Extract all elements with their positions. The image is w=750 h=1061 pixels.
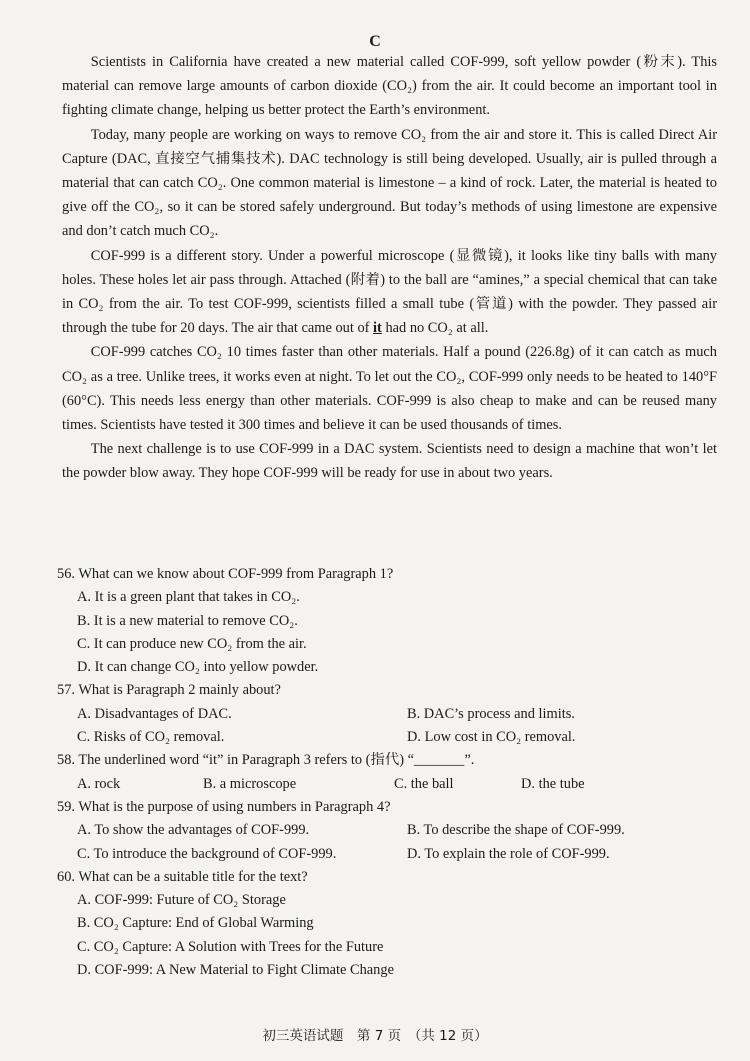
option-c: C. It can produce new CO₂ from the air.	[77, 635, 307, 652]
page-footer: 初三英语试题 第 7 页 （共 12 页）	[262, 1028, 488, 1044]
question-stem: 60. What can be a suitable title for the text?	[57, 868, 308, 885]
option-a: A. rock	[77, 775, 121, 792]
option-a: A. To show the advantages of COF-999.	[77, 822, 310, 839]
question-59	[57, 796, 727, 866]
option-b: B. DAC’s process and limits.	[407, 705, 575, 722]
option-c: C. Risks of CO₂ removal.	[77, 729, 225, 746]
option-b: B. CO₂ Capture: End of Global Warming	[77, 915, 314, 932]
option-c: C. the ball	[394, 775, 454, 792]
question-list	[57, 563, 727, 982]
paragraph-5: The next challenge is to use COF-999 in a DAC system. Scientists need to design a machine that won’t let the powder blow away. They hope COF-999 will be ready for use in about two years.	[62, 441, 717, 482]
question-stem: 58. The underlined word “it” in Paragraph 3 refers to (指代) “_______”.	[57, 752, 475, 769]
option-a: A. Disadvantages of DAC.	[77, 705, 232, 722]
question-60	[57, 866, 727, 982]
option-d: D. It can change CO₂ into yellow powder.	[77, 659, 319, 676]
question-57	[57, 679, 727, 749]
question-58	[57, 749, 727, 796]
option-d: D. Low cost in CO₂ removal.	[407, 729, 576, 746]
option-c: C. To introduce the background of COF-999.	[77, 845, 337, 862]
question-stem: 59. What is the purpose of using numbers in Paragraph 4?	[57, 798, 391, 815]
paragraph-1: Scientists in California have created a new material called COF-999, soft yellow powder (粉末). This material can remove large amounts of carbon dioxide (CO₂) from the air. It could become an important tool in fighting climate change, helping us better protect the Earth’s environment.	[62, 54, 717, 119]
paragraph-3-text-start: COF-999 is a different story. Under a powerful microscope (显微镜), it looks like tiny balls with many holes. These holes let air pass through. Attached (附着) to the ball are “amines,” a special chemical that can take in CO₂ from the air. To test COF-999, scientists filled a small tube (管道) with the powder. They passed air through the tube for 20 days. The air that came out of	[62, 247, 717, 337]
reading-passage	[62, 50, 717, 486]
underlined-word: it	[373, 320, 382, 337]
section-heading: C	[369, 33, 381, 50]
paragraph-3	[62, 244, 717, 341]
question-stem: 56. What can we know about COF-999 from Paragraph 1?	[57, 566, 394, 582]
option-d: D. the tube	[521, 775, 585, 792]
option-a: A. COF-999: Future of CO₂ Storage	[77, 892, 286, 909]
paragraph-4: COF-999 catches CO₂ 10 times faster than other materials. Half a pound (226.8g) of it can catch as much CO₂ as a tree. Unlike trees, it works even at night. To let out the CO₂, COF-999 only needs to be heated to 140°F (60°C). This needs less energy than other materials. COF-999 is also cheap to make and can be reused many times. Scientists have tested it 300 times and believe it can be used thousands of times.	[62, 344, 717, 434]
option-c: C. CO₂ Capture: A Solution with Trees for the Future	[77, 938, 384, 955]
option-d: D. To explain the role of COF-999.	[407, 845, 610, 862]
question-stem: 57. What is Paragraph 2 mainly about?	[57, 682, 281, 699]
option-a: A. It is a green plant that takes in CO₂.	[77, 589, 300, 606]
option-d: D. COF-999: A New Material to Fight Climate Change	[77, 962, 394, 979]
option-b: B. a microscope	[203, 775, 297, 792]
question-56	[57, 563, 727, 679]
option-b: B. It is a new material to remove CO₂.	[77, 612, 298, 629]
option-b: B. To describe the shape of COF-999.	[407, 822, 625, 839]
paragraph-2: Today, many people are working on ways to remove CO₂ from the air and store it. This is called Direct Air Capture (DAC, 直接空气捕集技术). DAC technology is still being developed. Usually, air is pulled through a material that can catch CO₂. One common material is limestone – a kind of rock. Later, the material is heated to give off the CO₂, so it can be stored safely underground. But today’s methods of using limestone are expensive and don’t catch much CO₂.	[62, 126, 717, 240]
paragraph-3-text-end: had no CO₂ at all.	[381, 320, 489, 337]
